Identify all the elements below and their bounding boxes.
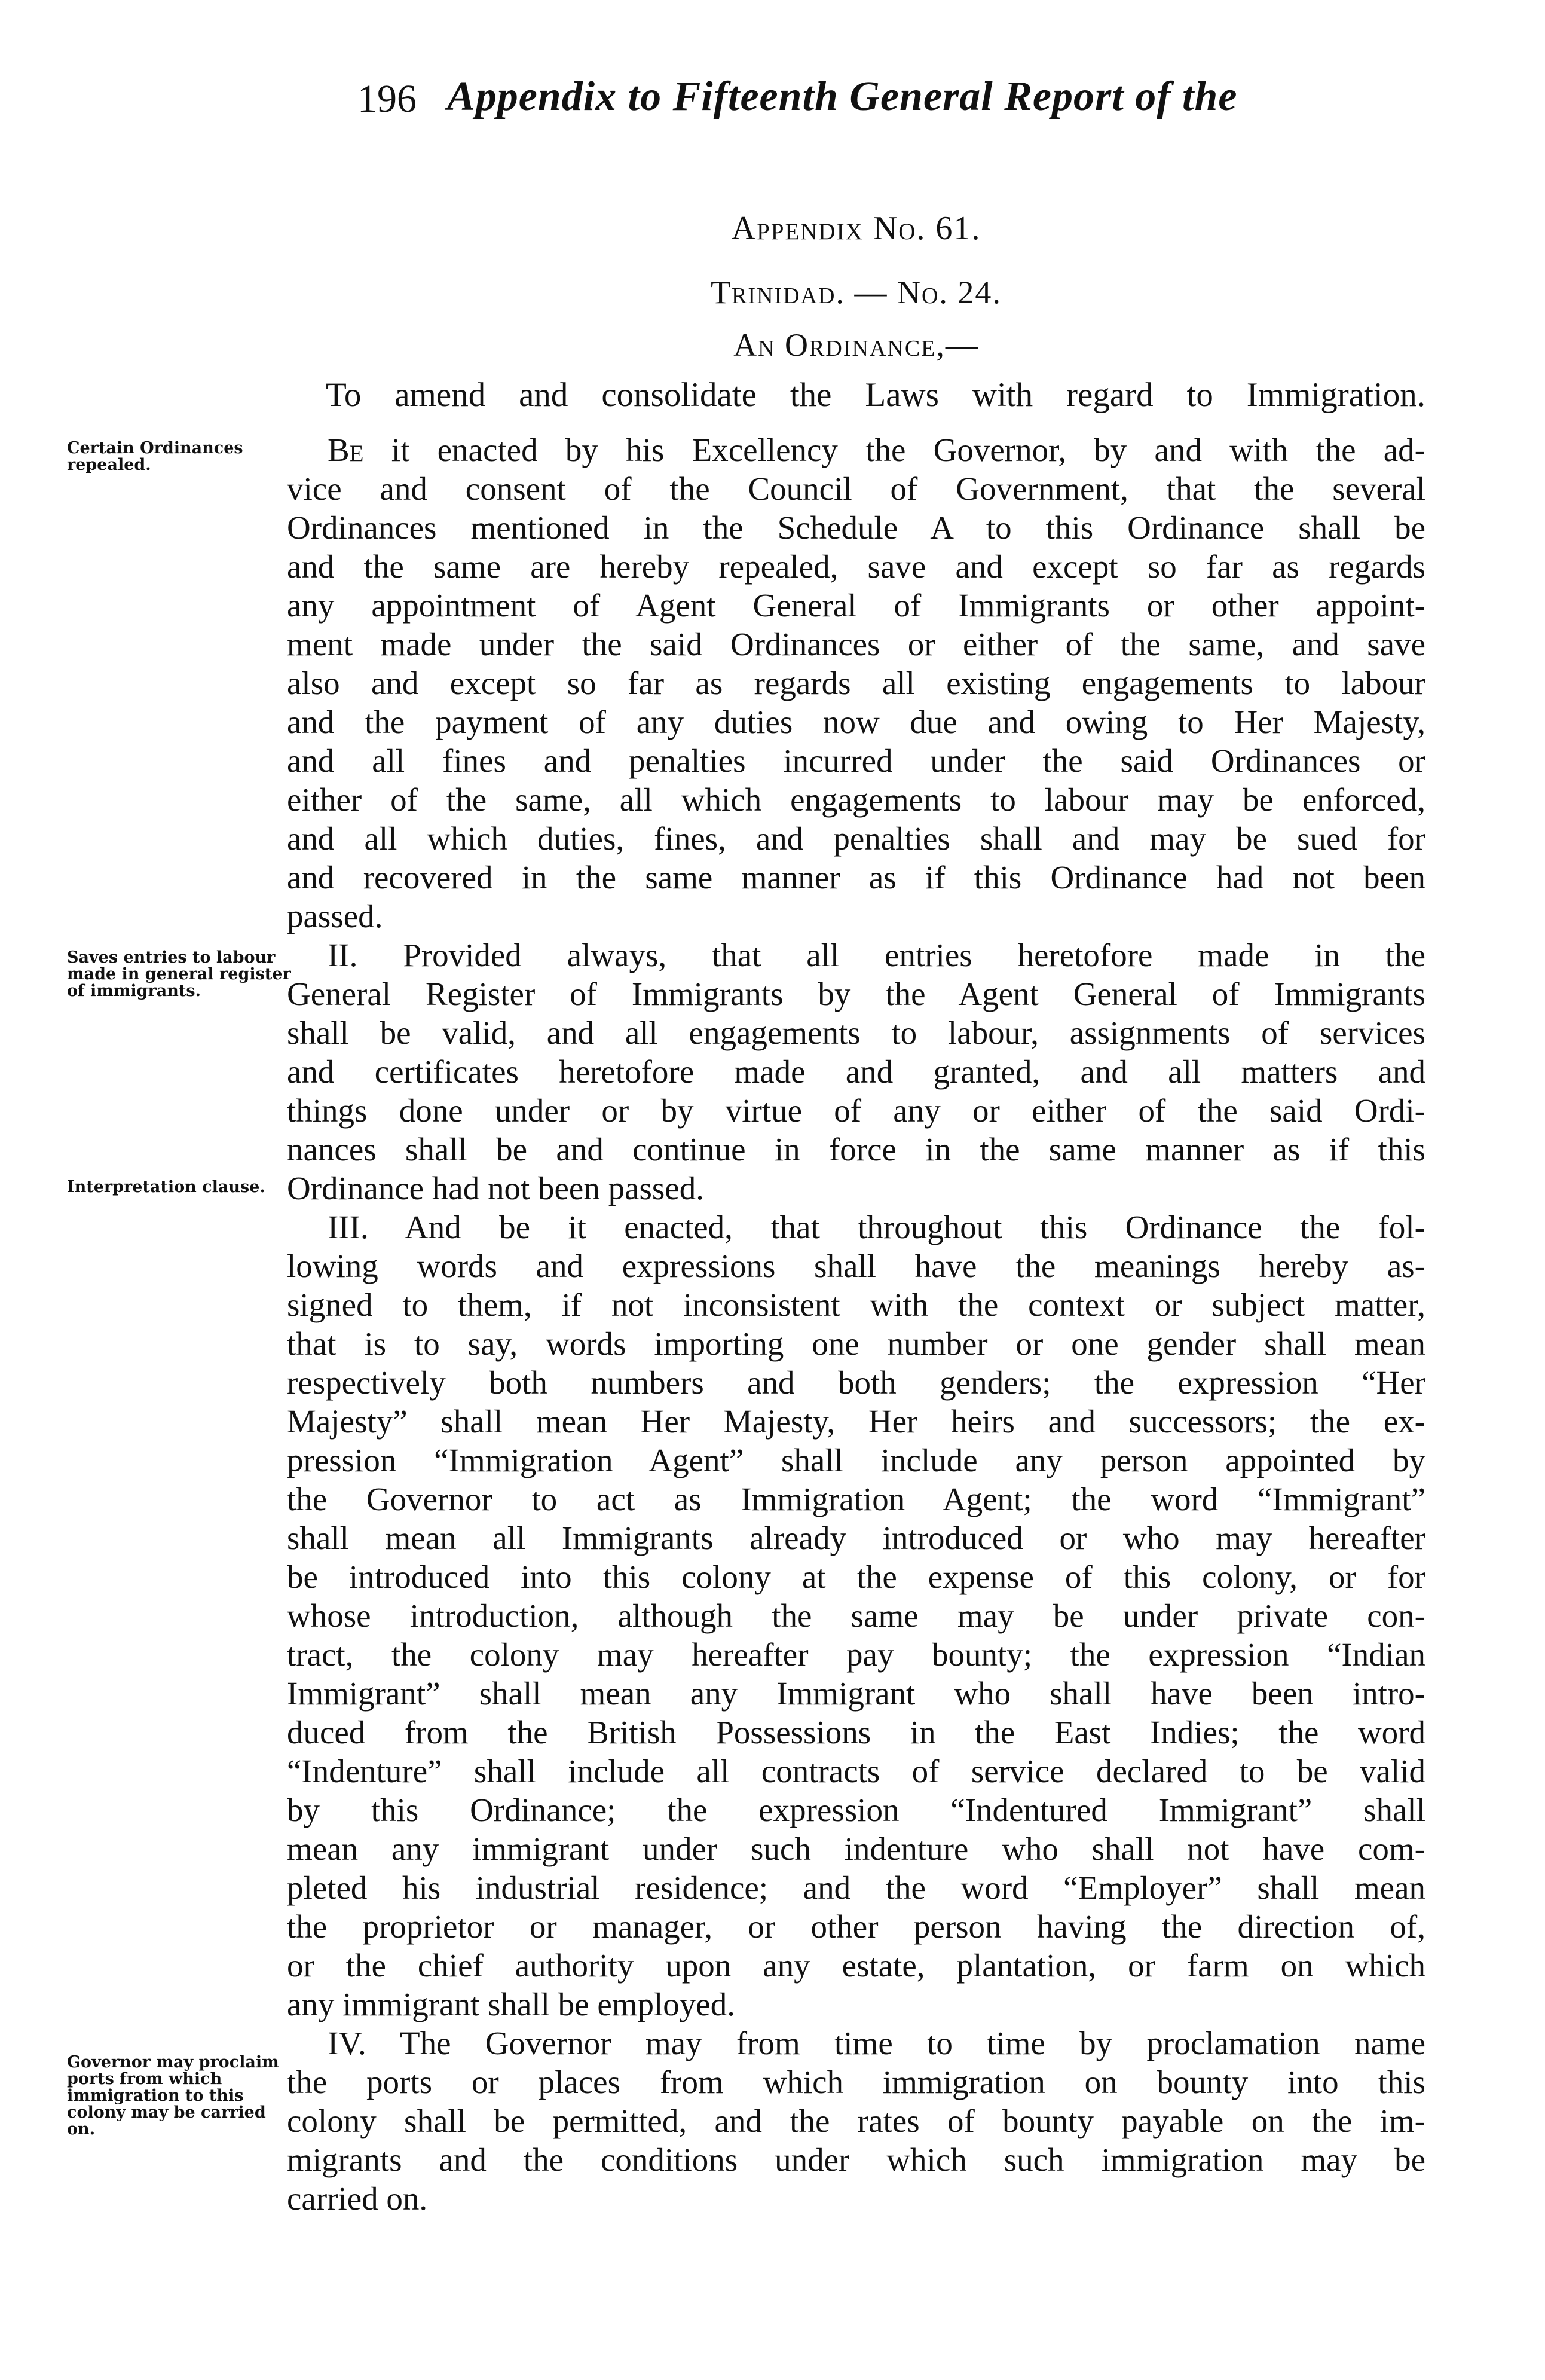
line-text: IV. The Governor may from time to time by proclamation name [328, 2025, 1425, 2061]
text-line [287, 508, 1425, 547]
text-line [287, 586, 1425, 625]
line-text: colony shall be permitted, and the rates of bounty payable on the im- [287, 2103, 1425, 2139]
margin-note-repeal: Certain Ordinances repealed. [67, 439, 243, 474]
line-text: Immigrant” shall mean any Immigrant who shall have been intro- [287, 1675, 1425, 1712]
text-line [287, 1674, 1425, 1713]
text-line [287, 1363, 1425, 1402]
text-line [287, 2024, 1425, 2063]
text-line [287, 1208, 1425, 1246]
text-line [287, 741, 1425, 780]
margin-note-saves-entries: Saves entries to labour made in general register of immigrants. [67, 948, 291, 1000]
section-paragraph [287, 936, 1425, 1208]
text-line [287, 1907, 1425, 1946]
ordinance-body [287, 430, 1425, 2218]
text-line [287, 1557, 1425, 1596]
line-text: shall be valid, and all engagements to labour, assignments of services [287, 1015, 1425, 1051]
text-line [287, 1752, 1425, 1791]
text-line [287, 1324, 1425, 1363]
line-text: be introduced into this colony at the expense of this colony, or for [287, 1559, 1425, 1595]
ordinance-label: An Ordinance,— [733, 327, 979, 363]
text-line [287, 1868, 1425, 1907]
section-paragraph [287, 1208, 1425, 2024]
text-line [287, 625, 1425, 664]
text-line [287, 702, 1425, 741]
section-paragraph [287, 2024, 1425, 2218]
text-line [287, 1480, 1425, 1519]
line-text: General Register of Immigrants by the Agent General of Immigrants [287, 976, 1425, 1012]
margin-note-interpretation: Interpretation clause. [67, 1178, 265, 1196]
text-line [287, 1013, 1425, 1052]
text-line [287, 2101, 1425, 2140]
text-line [287, 1985, 1425, 2024]
text-line [287, 1946, 1425, 1985]
text-line [287, 1285, 1425, 1324]
line-text: also and except so far as regards all existing engagements to labour [287, 665, 1425, 701]
line-text: mean any immigrant under such indenture who shall not have com- [287, 1831, 1425, 1867]
line-text: carried on. [287, 2180, 428, 2217]
text-line [287, 1441, 1425, 1480]
line-text: the ports or places from which immigration on bounty into this [287, 2064, 1425, 2100]
text-line [287, 1246, 1425, 1285]
line-text: by this Ordinance; the expression “Indentured Immigrant” shall [287, 1792, 1425, 1828]
line-text: Majesty” shall mean Her Majesty, Her heirs and successors; the ex- [287, 1403, 1425, 1440]
line-text: and all which duties, fines, and penalties shall and may be sued for [287, 820, 1425, 857]
line-text: passed. [287, 898, 383, 934]
appendix-number: Appendix No. 61. [731, 210, 981, 247]
line-text: and recovered in the same manner as if this Ordinance had not been [287, 859, 1425, 896]
text-line [287, 858, 1425, 897]
text-line [287, 2063, 1425, 2101]
page-number: 196 [357, 77, 417, 121]
text-line [287, 1713, 1425, 1752]
text-line [287, 1130, 1425, 1169]
line-text: ment made under the said Ordinances or either of the same, and save [287, 626, 1425, 662]
line-text: tract, the colony may hereafter pay bounty; the expression “Indian [287, 1636, 1425, 1673]
text-line [287, 547, 1425, 586]
line-text: respectively both numbers and both genders; the expression “Her [287, 1364, 1425, 1401]
text-line [287, 1829, 1425, 1868]
ordinance-purpose: To amend and consolidate the Laws with regard to Immigration. [326, 376, 1425, 414]
text-line [287, 1596, 1425, 1635]
margin-note-ports: Governor may proclaim ports from which immigration to this colony may be carried on. [67, 2053, 279, 2138]
line-text: pleted his industrial residence; and the word “Employer” shall mean [287, 1869, 1425, 1906]
line-text: either of the same, all which engagements to labour may be enforced, [287, 781, 1425, 818]
lead-word: Be [328, 432, 364, 468]
line-text: the Governor to act as Immigration Agent; the word “Immigrant” [287, 1481, 1425, 1517]
line-text: and all fines and penalties incurred under the said Ordinances or [287, 743, 1425, 779]
line-text: any immigrant shall be employed. [287, 1986, 735, 2022]
text-line [287, 469, 1425, 508]
colony-ordinance-number: Trinidad. — No. 24. [711, 274, 1002, 310]
running-title: Appendix to Fifteenth General Report of the [447, 74, 1238, 120]
line-text: and the same are hereby repealed, save and except so far as regards [287, 548, 1425, 585]
line-text: things done under or by virtue of any or either of the said Ordi- [287, 1092, 1425, 1129]
text-line [287, 897, 1425, 936]
text-line [287, 430, 1425, 469]
text-line [287, 2140, 1425, 2179]
line-text: signed to them, if not inconsistent with the context or subject matter, [287, 1287, 1425, 1323]
line-text: it enacted by his Excellency the Governor, by and with the ad- [363, 432, 1425, 468]
line-text: whose introduction, although the same may be under private con- [287, 1597, 1425, 1634]
text-line [287, 936, 1425, 974]
line-text: migrants and the conditions under which such immigration may be [287, 2141, 1425, 2178]
text-line [287, 664, 1425, 702]
line-text: shall mean all Immigrants already introduced or who may hereafter [287, 1520, 1425, 1556]
line-text: the proprietor or manager, or other person having the direction of, [287, 1908, 1425, 1945]
line-text: that is to say, words importing one number or one gender shall mean [287, 1325, 1425, 1362]
line-text: vice and consent of the Council of Government, that the several [287, 470, 1425, 507]
line-text: Ordinances mentioned in the Schedule A to this Ordinance shall be [287, 509, 1425, 546]
text-line [287, 1635, 1425, 1674]
line-text: nances shall be and continue in force in the same manner as if this [287, 1131, 1425, 1168]
line-text: and the payment of any duties now due and owing to Her Majesty, [287, 704, 1425, 740]
line-text: pression “Immigration Agent” shall include any person appointed by [287, 1442, 1425, 1478]
line-text: and certificates heretofore made and granted, and all matters and [287, 1053, 1425, 1090]
text-line [287, 1791, 1425, 1829]
line-text: II. Provided always, that all entries heretofore made in the [328, 937, 1425, 973]
line-text: duced from the British Possessions in the East Indies; the word [287, 1714, 1425, 1750]
text-line [287, 2179, 1425, 2218]
text-line [287, 1519, 1425, 1557]
line-text: lowing words and expressions shall have the meanings hereby as- [287, 1248, 1425, 1284]
text-line [287, 780, 1425, 819]
line-text: any appointment of Agent General of Immigrants or other appoint- [287, 587, 1425, 624]
line-text: or the chief authority upon any estate, plantation, or farm on which [287, 1947, 1425, 1984]
text-line [287, 1091, 1425, 1130]
line-text: Ordinance had not been passed. [287, 1170, 704, 1206]
line-text: III. And be it enacted, that throughout this Ordinance the fol- [328, 1209, 1425, 1245]
line-text: “Indenture” shall include all contracts of service declared to be valid [287, 1753, 1425, 1789]
text-line [287, 974, 1425, 1013]
text-line [287, 1052, 1425, 1091]
text-line [287, 1402, 1425, 1441]
section-paragraph [287, 430, 1425, 936]
text-line [287, 819, 1425, 858]
text-line [287, 1169, 1425, 1208]
